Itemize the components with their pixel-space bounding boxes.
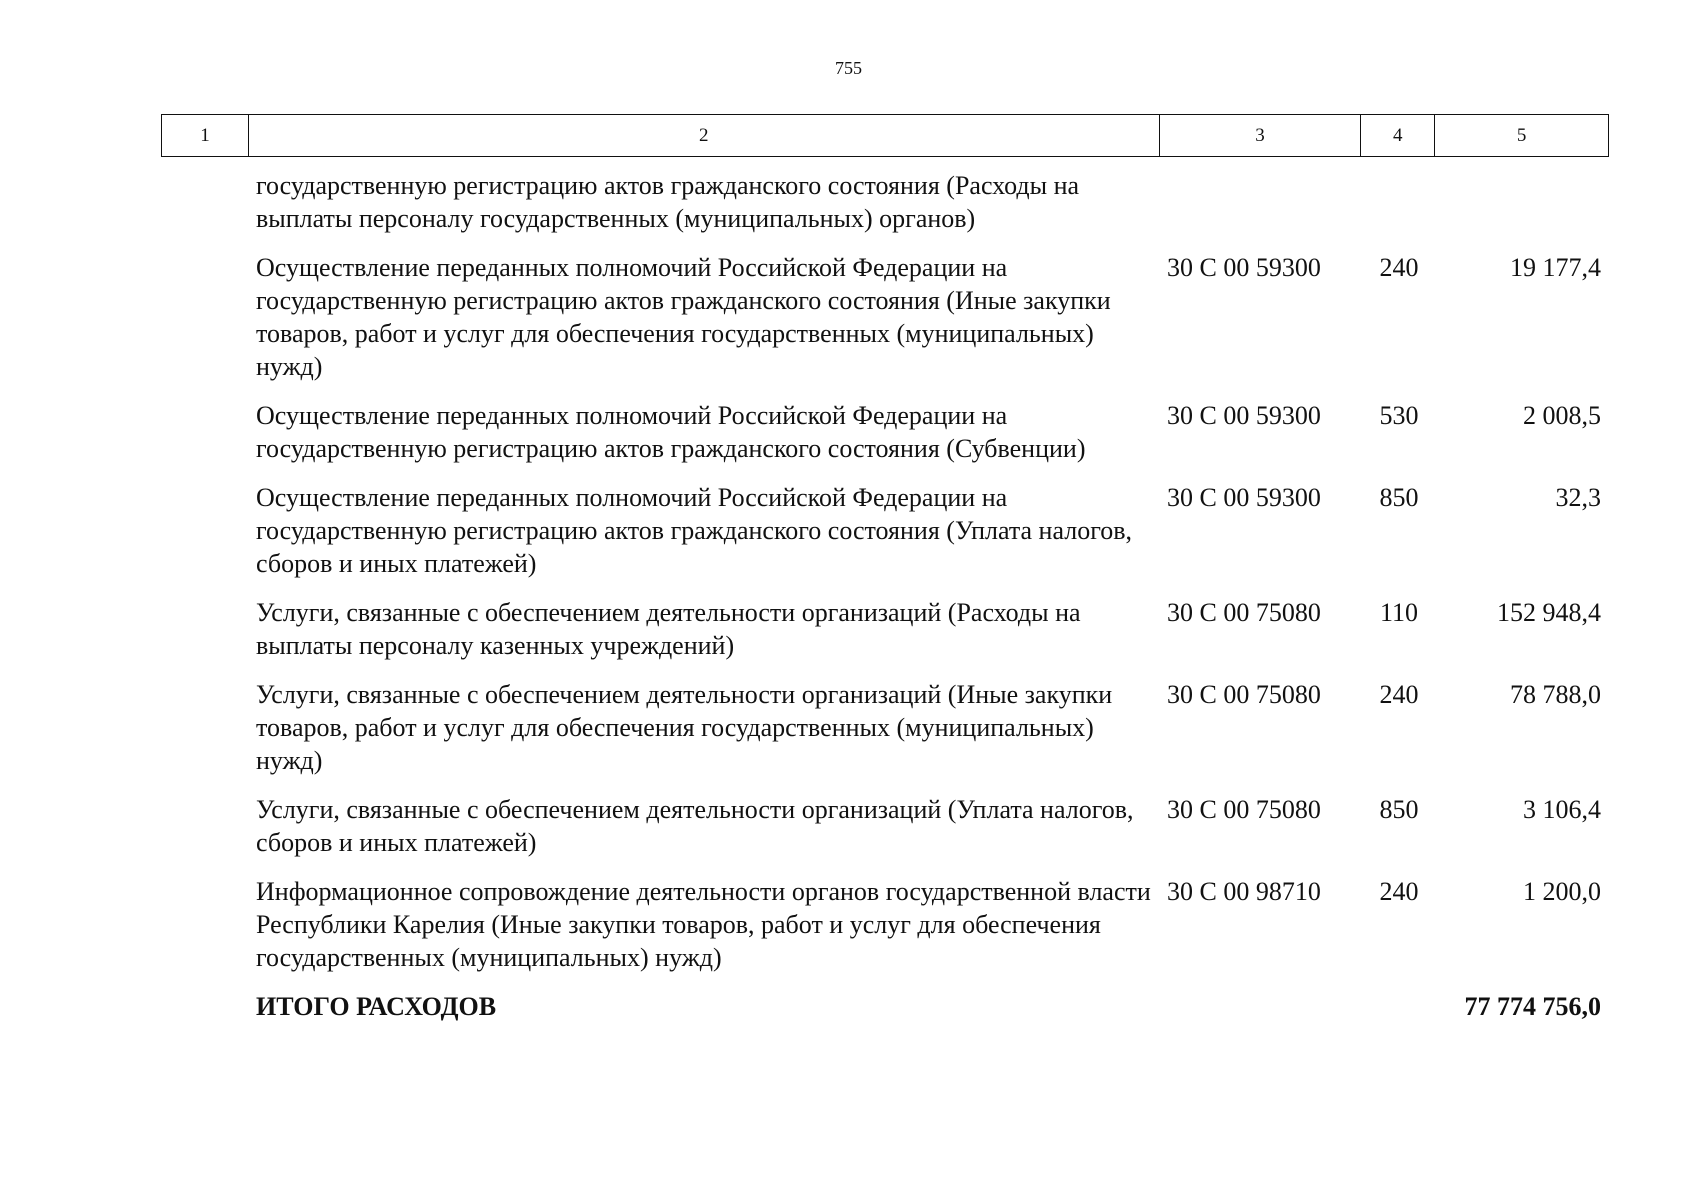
row-number-cell [161,251,248,383]
column-header-5: 5 [1516,124,1527,146]
row-amount: 19 177,4 [1510,253,1601,282]
row-type: 850 [1379,795,1419,824]
total-label: ИТОГО РАСХОДОВ [256,992,497,1021]
row-code: 30 С 00 59300 [1167,401,1321,430]
row-description: Осуществление переданных полномочий Российской Федерации на государственную регистрацию актов гражданского состояния (Субвенции) [256,401,1086,463]
total-row [161,990,1609,1023]
table-body [161,169,1609,1023]
row-amount: 32,3 [1555,483,1601,512]
row-description: Информационное сопровождение деятельности органов государственной власти Республики Карелия (Иные закупки товаров, работ и услуг для обеспечения государственных (муниципальных) нужд) [256,877,1151,972]
row-number-cell [161,481,248,580]
row-amount [1436,169,1609,235]
column-header-1: 1 [162,115,249,156]
column-header-3: 3 [1160,115,1362,156]
column-header-2: 2 [249,115,1160,156]
total-code [1160,990,1362,1023]
row-type [1362,169,1436,235]
table-row [161,169,1609,235]
row-type: 530 [1379,401,1419,430]
row-type: 110 [1379,598,1419,627]
row-code: 30 С 00 75080 [1167,680,1321,709]
row-code: 30 С 00 59300 [1167,483,1321,512]
total-amount: 77 774 756,0 [1464,992,1601,1021]
row-description: Осуществление переданных полномочий Российской Федерации на государственную регистрацию актов гражданского состояния (Иные закупки товаров, работ и услуг для обеспечения государственных (муниципальных) нужд) [256,253,1111,381]
row-code: 30 С 00 75080 [1167,795,1321,824]
row-amount: 1 200,0 [1523,877,1601,906]
row-code: 30 С 00 98710 [1167,877,1321,906]
table-row [161,875,1609,974]
row-number-cell [161,169,248,235]
row-number-cell [161,596,248,662]
row-number-cell [161,990,248,1023]
row-description: Услуги, связанные с обеспечением деятельности организаций (Уплата налогов, сборов и иных платежей) [256,795,1134,857]
row-code: 30 С 00 75080 [1167,598,1321,627]
row-amount: 78 788,0 [1510,680,1601,709]
table-header [161,114,1609,157]
row-code [1160,169,1362,235]
table-row [161,399,1609,465]
table-row [161,596,1609,662]
table-row [161,481,1609,580]
total-type [1362,990,1436,1023]
row-code: 30 С 00 59300 [1167,253,1321,282]
row-amount: 2 008,5 [1523,401,1601,430]
row-type: 240 [1379,680,1419,709]
row-amount: 152 948,4 [1497,598,1601,627]
row-number-cell [161,793,248,859]
row-description: Услуги, связанные с обеспечением деятельности организаций (Иные закупки товаров, работ и услуг для обеспечения государственных (муниципальных) нужд) [256,680,1113,775]
row-description: Осуществление переданных полномочий Российской Федерации на государственную регистрацию актов гражданского состояния (Уплата налогов, сборов и иных платежей) [256,483,1132,578]
row-type: 240 [1379,877,1419,906]
table-row [161,793,1609,859]
row-type: 850 [1379,483,1419,512]
row-number-cell [161,875,248,974]
row-description: государственную регистрацию актов гражданского состояния (Расходы на выплаты персоналу государственных (муниципальных) органов) [256,171,1080,233]
budget-table [161,114,1609,1039]
page-number: 755 [835,58,862,78]
row-type: 240 [1379,253,1419,282]
table-row [161,251,1609,383]
row-number-cell [161,399,248,465]
row-number-cell [161,678,248,777]
column-header-4: 4 [1361,115,1435,156]
table-row [161,678,1609,777]
row-amount: 3 106,4 [1523,795,1601,824]
row-description: Услуги, связанные с обеспечением деятельности организаций (Расходы на выплаты персоналу казенных учреждений) [256,598,1081,660]
